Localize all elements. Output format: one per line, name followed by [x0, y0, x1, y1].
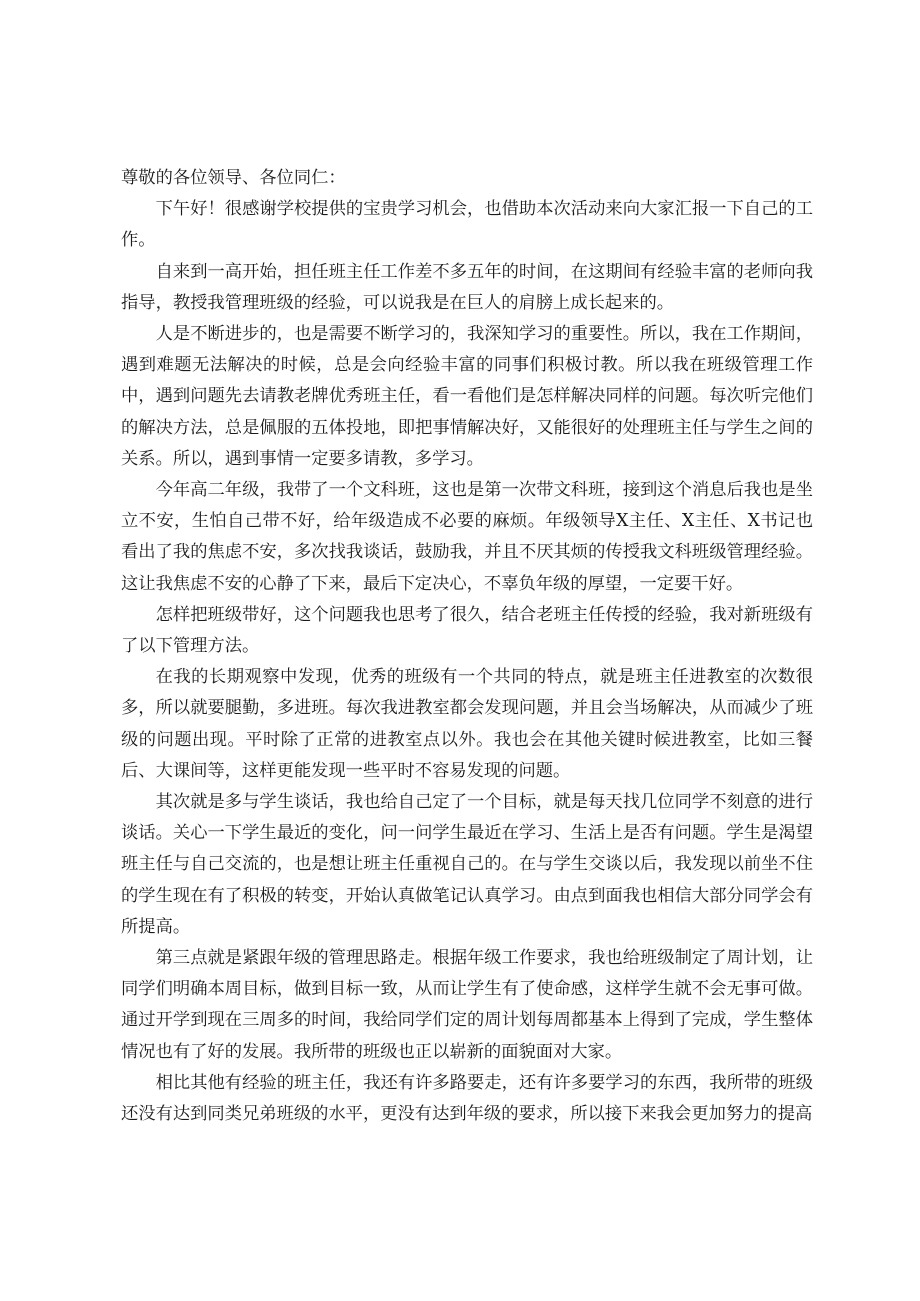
paragraph-learning: 人是不断进步的，也是需要不断学习的，我深知学习的重要性。所以，我在工作期间，遇到难题无法解决的时候，总是会向经验丰富的同事们积极讨教。所以我在班级管理工作中，遇到问题先去请教老牌优秀班主任，看一看他们是怎样解决同样的问题。每次听完他们的解决方法，总是佩服的五体投地，即把事情解决好，又能很好的处理班主任与学生之间的关系。所以，遇到事情一定要多请教，多学习。: [121, 324, 813, 469]
paragraph-weekly-plan: 第三点就是紧跟年级的管理思路走。根据年级工作要求，我也给班级制定了周计划，让同学们明确本周目标，做到目标一致，从而让学生有了使命感，这样学生就不会无事可做。通过开学到现在三周多的时间，我给同学们定的周计划每周都基本上得到了完成，学生整体情况也有了好的发展。我所带的班级也正以崭新的面貌面对大家。: [121, 948, 813, 1062]
paragraph-liberal-arts-class: 今年高二年级，我带了一个文科班，这也是第一次带文科班，接到这个消息后我也是坐立不安，生怕自己带不好，给年级造成不必要的麻烦。年级领导X主任、X主任、X书记也看出了我的焦虑不安，多次找我谈话，鼓励我，并且不厌其烦的传授我文科班级管理经验。这让我焦虑不安的心静了下来，最后下定决心，不辜负年级的厚望，一定要干好。: [121, 480, 813, 594]
paragraph-management-methods: 怎样把班级带好，这个问题我也思考了很久，结合老班主任传授的经验，我对新班级有了以下管理方法。: [121, 604, 813, 657]
salutation: 尊敬的各位领导、各位同仁：: [121, 168, 346, 188]
paragraph-visit-classroom: 在我的长期观察中发现，优秀的班级有一个共同的特点，就是班主任进教室的次数很多，所以就要腿勤，多进班。每次我进教室都会发现问题，并且会当场解决，从而减少了班级的问题出现。平时除了正常的进教室点以外。我也会在其他关键时候进教室，比如三餐后、大课间等，这样更能发现一些平时不容易发现的问题。: [121, 667, 813, 781]
paragraph-conclusion: 相比其他有经验的班主任，我还有许多路要走，还有许多要学习的东西，我所带的班级还没有达到同类兄弟班级的水平，更没有达到年级的要求，所以接下来我会更加努力的提高: [121, 1072, 813, 1125]
paragraph-experience: 自来到一高开始，担任班主任工作差不多五年的时间，在这期间有经验丰富的老师向我指导，教授我管理班级的经验，可以说我是在巨人的肩膀上成长起来的。: [121, 261, 813, 313]
document-page: [121, 163, 813, 1130]
paragraph-talk-with-students: 其次就是多与学生谈话，我也给自己定了一个目标，就是每天找几位同学不刻意的进行谈话。关心一下学生最近的变化，问一问学生最近在学习、生活上是否有问题。学生是渴望班主任与自己交流的，也是想让班主任重视自己的。在与学生交谈以后，我发现以前坐不住的学生现在有了积极的转变，开始认真做笔记认真学习。由点到面我也相信大部分同学会有所提高。: [121, 792, 813, 937]
paragraph-greeting: 下午好！很感谢学校提供的宝贵学习机会，也借助本次活动来向大家汇报一下自己的工作。: [121, 199, 813, 251]
